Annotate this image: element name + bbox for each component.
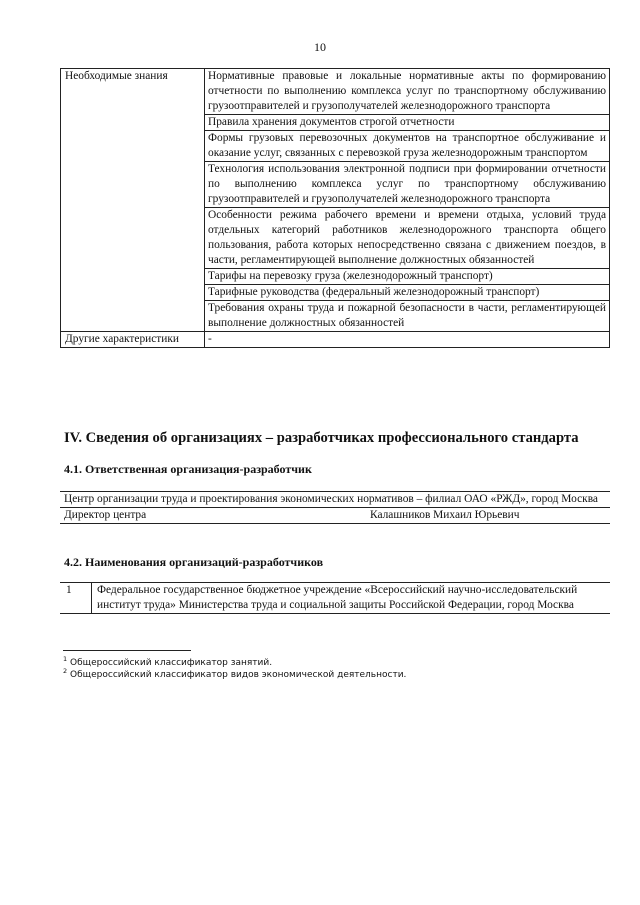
footnote [63, 667, 407, 680]
developer-number: 1 [60, 583, 92, 614]
other-characteristics-label: Другие характеристики [61, 332, 205, 348]
footnote [63, 655, 273, 668]
director-name: Калашников Михаил Юрьевич [370, 509, 520, 521]
footnote-mark: 1 [63, 655, 68, 663]
responsible-org-name: Центр организации труда и проектирования экономических нормативов – филиал ОАО «РЖД», город Москва [60, 492, 610, 508]
subsection-responsible-title: 4.1. Ответственная организация-разработчик [64, 462, 312, 476]
knowledge-item: Особенности режима рабочего времени и времени отдыха, условий труда отдельных категорий работников железнодорожного транспорта общего пользования, работа которых непосредственно связана с движением поездов, в части, регламентирующей выполнение должностных обязанностей [205, 208, 610, 269]
other-characteristics-value: - [205, 332, 610, 348]
knowledge-item: Формы грузовых перевозочных документов на транспортное обслуживание и оказание услуг, связанных с перевозкой груза железнодорожным транспортом [205, 131, 610, 162]
knowledge-item: Тарифные руководства (федеральный железнодорожный транспорт) [205, 285, 610, 301]
responsible-org-table [60, 491, 610, 524]
footnote-text: Общероссийский классификатор занятий. [70, 658, 273, 668]
knowledge-table [60, 68, 610, 348]
page-number: 10 [314, 40, 326, 54]
footnote-mark: 2 [63, 667, 68, 675]
section-title: IV. Сведения об организациях – разработчиках профессионального стандарта [64, 430, 579, 446]
knowledge-item: Требования охраны труда и пожарной безопасности в части, регламентирующей выполнение должностных обязанностей [205, 301, 610, 332]
knowledge-item: Правила хранения документов строгой отчетности [205, 115, 610, 131]
developer-name: Федеральное государственное бюджетное учреждение «Всероссийский научно-исследовательский институт труда» Министерства труда и социальной защиты Российской Федерации, город Москва [92, 583, 611, 614]
knowledge-label: Необходимые знания [61, 69, 205, 332]
knowledge-item: Технология использования электронной подписи при формировании отчетности по выполнению комплекса услуг по транспортному обслуживанию грузоотправителей и грузополучателей железнодорожного транспорта [205, 162, 610, 208]
director-row [60, 508, 610, 524]
knowledge-item: Тарифы на перевозку груза (железнодорожный транспорт) [205, 269, 610, 285]
footnote-divider [63, 650, 191, 651]
subsection-developers-title: 4.2. Наименования организаций-разработчиков [64, 555, 324, 569]
director-title: Директор центра [64, 509, 147, 521]
table-row [60, 583, 610, 614]
knowledge-item: Нормативные правовые и локальные нормативные акты по формированию отчетности по выполнению комплекса услуг по транспортному обслуживанию грузоотправителей и грузополучателей железнодорожного транспорта [205, 69, 610, 115]
footnote-text: Общероссийский классификатор видов экономической деятельности. [70, 670, 407, 680]
developers-table [60, 582, 610, 614]
